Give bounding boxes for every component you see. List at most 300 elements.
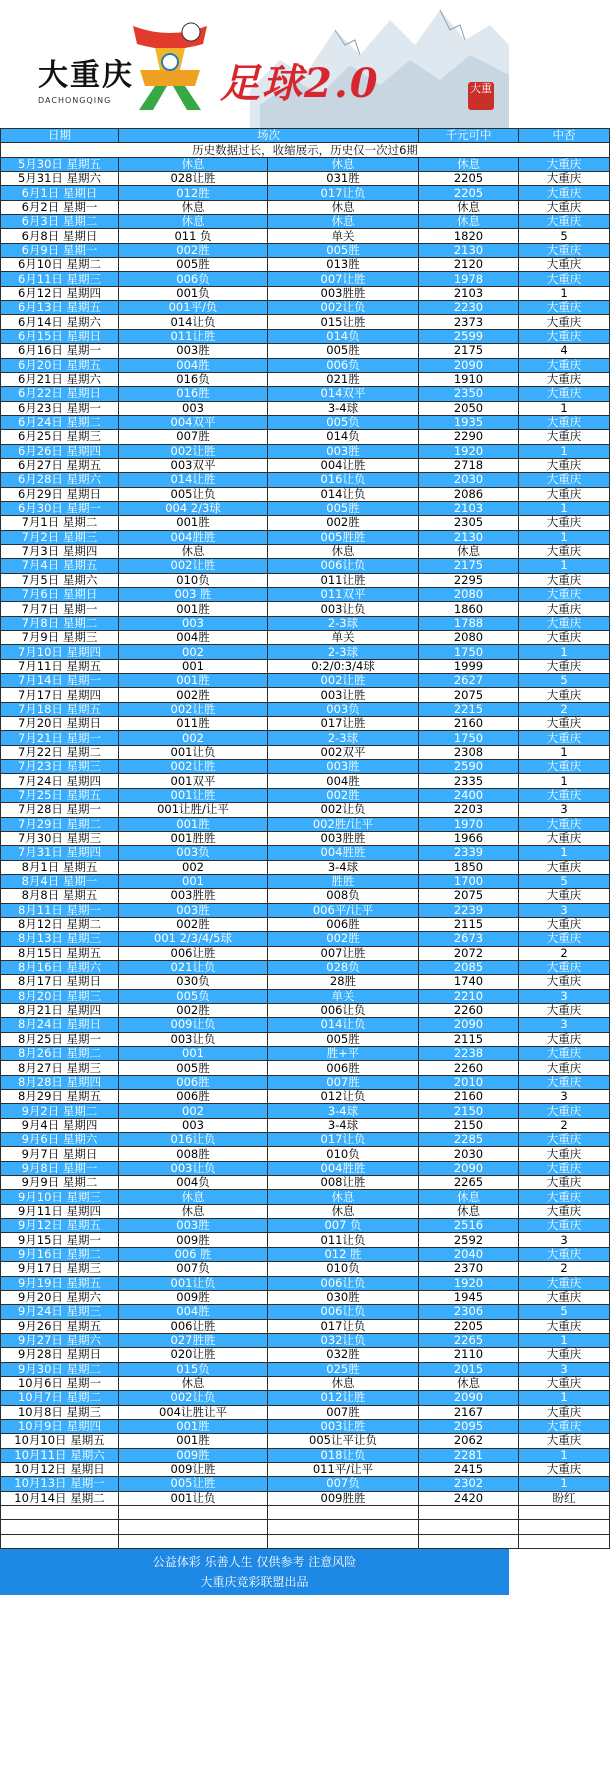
row-match-2: 002胜 [268, 788, 419, 802]
row-match-1: 011 负 [119, 229, 268, 243]
row-match-2: 007 负 [268, 1219, 419, 1233]
row-match-1: 004胜 [119, 1305, 268, 1319]
table-row [1, 157, 610, 171]
row-match-1: 002让胜 [119, 559, 268, 573]
row-payout: 2210 [419, 989, 519, 1003]
row-payout: 2080 [419, 631, 519, 645]
table-row [1, 1247, 610, 1261]
row-match-2: 单关 [268, 229, 419, 243]
table-row [1, 602, 610, 616]
table-row [1, 1262, 610, 1276]
row-date: 7月30日 星期三 [1, 831, 119, 845]
table-row [1, 430, 610, 444]
row-date: 10月11日 星期六 [1, 1448, 119, 1462]
row-result: 5 [519, 674, 610, 688]
row-match-2: 004胜胜 [268, 1161, 419, 1175]
row-payout: 2095 [419, 1419, 519, 1433]
row-date: 8月27日 星期三 [1, 1061, 119, 1075]
table-row [1, 544, 610, 558]
row-result: 大重庆 [519, 458, 610, 472]
row-result: 大重庆 [519, 1147, 610, 1161]
row-payout: 2085 [419, 960, 519, 974]
row-match-2: 017让胜 [268, 717, 419, 731]
row-result: 大重庆 [519, 917, 610, 931]
row-date: 6月29日 星期日 [1, 487, 119, 501]
row-result: 大重庆 [519, 329, 610, 343]
row-match-2: 004胜 [268, 774, 419, 788]
row-result: 大重庆 [519, 1176, 610, 1190]
row-match-1: 003让负 [119, 1032, 268, 1046]
table-row [1, 1003, 610, 1017]
row-result: 大重庆 [519, 889, 610, 903]
row-date: 6月26日 星期四 [1, 444, 119, 458]
row-match-2: 028负 [268, 960, 419, 974]
row-match-1: 003让负 [119, 1161, 268, 1175]
row-match-1: 016让负 [119, 1133, 268, 1147]
table-note: 历史数据过长，收缩展示，历史仅一次过6期 [1, 143, 610, 157]
row-payout: 2115 [419, 917, 519, 931]
row-match-2: 002让负 [268, 301, 419, 315]
row-result: 1 [519, 501, 610, 515]
row-date: 9月24日 星期三 [1, 1305, 119, 1319]
table-row [1, 301, 610, 315]
row-payout: 1740 [419, 975, 519, 989]
row-result: 大重庆 [519, 1376, 610, 1390]
row-match-1: 005让负 [119, 487, 268, 501]
row-payout: 2302 [419, 1477, 519, 1491]
row-payout: 2306 [419, 1305, 519, 1319]
row-payout: 2115 [419, 1032, 519, 1046]
row-result: 大重庆 [519, 1190, 610, 1204]
row-match-2: 007胜 [268, 1405, 419, 1419]
table-row [1, 172, 610, 186]
table-row [1, 200, 610, 214]
row-date: 10月10日 星期五 [1, 1434, 119, 1448]
row-payout: 2167 [419, 1405, 519, 1419]
table-row [1, 846, 610, 860]
row-result: 大重庆 [519, 1003, 610, 1017]
row-date: 8月28日 星期四 [1, 1075, 119, 1089]
table-row [1, 774, 610, 788]
row-date: 8月13日 星期三 [1, 932, 119, 946]
row-result: 5 [519, 229, 610, 243]
row-result: 大重庆 [519, 1319, 610, 1333]
row-result: 大重庆 [519, 387, 610, 401]
row-match-1: 004胜 [119, 358, 268, 372]
row-payout: 2516 [419, 1219, 519, 1233]
brand-name-en: DACHONGQING [38, 96, 112, 105]
row-date: 7月21日 星期一 [1, 731, 119, 745]
row-result: 3 [519, 803, 610, 817]
row-match-1: 001双平 [119, 774, 268, 788]
row-match-2: 013胜 [268, 258, 419, 272]
row-result: 1 [519, 401, 610, 415]
row-result: 3 [519, 1362, 610, 1376]
row-match-1: 004胜胜 [119, 530, 268, 544]
row-match-2: 014负 [268, 430, 419, 444]
table-row [1, 1462, 610, 1476]
row-match-2: 休息 [268, 157, 419, 171]
row-payout: 2010 [419, 1075, 519, 1089]
table-row [1, 1276, 610, 1290]
row-date: 6月10日 星期二 [1, 258, 119, 272]
row-payout: 2260 [419, 1061, 519, 1075]
row-payout: 2110 [419, 1348, 519, 1362]
row-match-1: 001胜 [119, 817, 268, 831]
row-date: 6月3日 星期二 [1, 215, 119, 229]
row-match-2: 014让负 [268, 1018, 419, 1032]
table-row [1, 458, 610, 472]
table-row [1, 501, 610, 515]
row-payout: 2370 [419, 1262, 519, 1276]
table-row [1, 1290, 610, 1304]
row-date: 9月30日 星期二 [1, 1362, 119, 1376]
row-match-1: 006胜 [119, 1075, 268, 1089]
row-match-1: 001胜胜 [119, 831, 268, 845]
row-payout: 休息 [419, 1204, 519, 1218]
row-match-2: 28胜 [268, 975, 419, 989]
row-match-1: 001 [119, 1047, 268, 1061]
row-match-1: 休息 [119, 544, 268, 558]
row-payout: 2120 [419, 258, 519, 272]
row-match-2: 2-3球 [268, 731, 419, 745]
row-result: 大重庆 [519, 1348, 610, 1362]
row-match-1: 003 [119, 1118, 268, 1132]
empty-cell [519, 1520, 610, 1534]
row-date: 6月8日 星期日 [1, 229, 119, 243]
table-row [1, 487, 610, 501]
row-result: 2 [519, 1118, 610, 1132]
row-match-2: 005负 [268, 415, 419, 429]
row-payout: 1966 [419, 831, 519, 845]
row-result: 大重庆 [519, 430, 610, 444]
empty-cell [419, 1520, 519, 1534]
table-row [1, 530, 610, 544]
row-match-1: 020让胜 [119, 1348, 268, 1362]
row-date: 9月16日 星期二 [1, 1247, 119, 1261]
row-match-1: 003负 [119, 846, 268, 860]
row-result: 大重庆 [519, 1133, 610, 1147]
row-match-2: 018让负 [268, 1448, 419, 1462]
table-row [1, 1032, 610, 1046]
row-match-1: 005负 [119, 989, 268, 1003]
row-result: 1 [519, 645, 610, 659]
row-match-2: 007让胜 [268, 946, 419, 960]
footer-slogan: 公益体彩 乐善人生 仅供参考 注意风险 [152, 1555, 357, 1570]
row-date: 6月24日 星期二 [1, 415, 119, 429]
row-result: 大重庆 [519, 272, 610, 286]
row-date: 7月1日 星期二 [1, 516, 119, 530]
row-match-2: 006胜 [268, 917, 419, 931]
row-match-2: 002胜/让平 [268, 817, 419, 831]
row-match-2: 003胜 [268, 444, 419, 458]
row-match-1: 001胜 [119, 602, 268, 616]
row-match-2: 005胜 [268, 344, 419, 358]
row-date: 6月1日 星期日 [1, 186, 119, 200]
row-match-2: 016让负 [268, 473, 419, 487]
row-date: 6月27日 星期五 [1, 458, 119, 472]
row-match-2: 2-3球 [268, 645, 419, 659]
row-date: 6月25日 星期三 [1, 430, 119, 444]
row-match-1: 休息 [119, 1190, 268, 1204]
row-result: 大重庆 [519, 358, 610, 372]
row-match-2: 3-4球 [268, 1118, 419, 1132]
row-date: 7月2日 星期三 [1, 530, 119, 544]
row-match-2: 005胜 [268, 243, 419, 257]
row-match-2: 胜胜 [268, 874, 419, 888]
row-date: 7月20日 星期日 [1, 717, 119, 731]
table-row [1, 473, 610, 487]
row-date: 7月24日 星期四 [1, 774, 119, 788]
row-payout: 休息 [419, 1376, 519, 1390]
header-payout: 千元可中 [419, 129, 519, 143]
row-match-2: 015让胜 [268, 315, 419, 329]
row-payout: 2130 [419, 243, 519, 257]
row-match-2: 002让胜 [268, 674, 419, 688]
table-row [1, 1176, 610, 1190]
row-payout: 1850 [419, 860, 519, 874]
row-date: 9月17日 星期三 [1, 1262, 119, 1276]
row-match-1: 015负 [119, 1362, 268, 1376]
row-result: 大重庆 [519, 172, 610, 186]
row-match-1: 003胜 [119, 1219, 268, 1233]
row-date: 6月15日 星期日 [1, 329, 119, 343]
row-match-2: 005胜 [268, 1032, 419, 1046]
row-date: 8月16日 星期六 [1, 960, 119, 974]
row-result: 盼红 [519, 1491, 610, 1505]
row-payout: 2075 [419, 688, 519, 702]
table-row [1, 1075, 610, 1089]
row-date: 8月12日 星期二 [1, 917, 119, 931]
row-result: 大重庆 [519, 573, 610, 587]
row-payout: 2335 [419, 774, 519, 788]
row-match-2: 030胜 [268, 1290, 419, 1304]
empty-row [1, 1520, 610, 1534]
row-match-1: 001负 [119, 286, 268, 300]
row-result: 大重庆 [519, 301, 610, 315]
row-match-1: 002 [119, 731, 268, 745]
seal-stamp [468, 82, 494, 110]
row-match-1: 004 2/3球 [119, 501, 268, 515]
row-match-1: 休息 [119, 1376, 268, 1390]
row-match-2: 005胜 [268, 501, 419, 515]
table-row [1, 860, 610, 874]
row-match-2: 002胜 [268, 516, 419, 530]
row-result: 大重庆 [519, 616, 610, 630]
row-result: 大重庆 [519, 932, 610, 946]
empty-cell [1, 1506, 119, 1520]
row-payout: 1920 [419, 1276, 519, 1290]
row-match-1: 001让胜 [119, 788, 268, 802]
table-row [1, 387, 610, 401]
row-result: 大重庆 [519, 688, 610, 702]
row-match-1: 016胜 [119, 387, 268, 401]
row-match-2: 003让负 [268, 602, 419, 616]
row-payout: 2130 [419, 530, 519, 544]
row-match-2: 007胜 [268, 1075, 419, 1089]
row-result: 大重庆 [519, 588, 610, 602]
row-match-2: 032胜 [268, 1348, 419, 1362]
row-date: 9月15日 星期一 [1, 1233, 119, 1247]
table-row [1, 1190, 610, 1204]
row-date: 6月20日 星期五 [1, 358, 119, 372]
row-match-2: 010负 [268, 1147, 419, 1161]
row-match-1: 005让胜 [119, 1477, 268, 1491]
row-match-1: 001让胜/让平 [119, 803, 268, 817]
table-row [1, 1061, 610, 1075]
row-result: 大重庆 [519, 760, 610, 774]
row-payout: 2238 [419, 1047, 519, 1061]
row-date: 7月11日 星期五 [1, 659, 119, 673]
row-date: 5月30日 星期五 [1, 157, 119, 171]
row-payout: 休息 [419, 1190, 519, 1204]
row-match-2: 3-4球 [268, 401, 419, 415]
row-date: 6月13日 星期五 [1, 301, 119, 315]
row-match-1: 002让胜 [119, 702, 268, 716]
row-date: 8月29日 星期五 [1, 1090, 119, 1104]
row-date: 10月7日 星期二 [1, 1391, 119, 1405]
row-result: 大重庆 [519, 473, 610, 487]
row-match-1: 002让胜 [119, 760, 268, 774]
table-row [1, 329, 610, 343]
row-result: 3 [519, 1233, 610, 1247]
table-row [1, 616, 610, 630]
row-match-1: 021让负 [119, 960, 268, 974]
row-match-1: 001 2/3/4/5球 [119, 932, 268, 946]
row-match-2: 011双平 [268, 588, 419, 602]
row-payout: 2030 [419, 473, 519, 487]
row-date: 7月9日 星期三 [1, 631, 119, 645]
header-result: 中否 [519, 129, 610, 143]
empty-row [1, 1506, 610, 1520]
row-date: 10月13日 星期一 [1, 1477, 119, 1491]
table-row [1, 315, 610, 329]
row-result: 3 [519, 903, 610, 917]
row-payout: 2080 [419, 588, 519, 602]
row-payout: 1860 [419, 602, 519, 616]
row-match-1: 010负 [119, 573, 268, 587]
empty-cell [268, 1534, 419, 1548]
row-date: 8月15日 星期五 [1, 946, 119, 960]
row-result: 大重庆 [519, 1247, 610, 1261]
table-row [1, 1018, 610, 1032]
row-date: 7月14日 星期一 [1, 674, 119, 688]
row-match-2: 010负 [268, 1262, 419, 1276]
row-match-2: 031胜 [268, 172, 419, 186]
row-match-1: 001胜 [119, 516, 268, 530]
row-match-2: 休息 [268, 1376, 419, 1390]
row-match-1: 014让胜 [119, 473, 268, 487]
table-row [1, 1090, 610, 1104]
row-date: 7月28日 星期一 [1, 803, 119, 817]
row-match-2: 006平/让平 [268, 903, 419, 917]
row-date: 8月25日 星期一 [1, 1032, 119, 1046]
table-row [1, 401, 610, 415]
empty-cell [519, 1534, 610, 1548]
row-match-1: 003 [119, 401, 268, 415]
table-row [1, 760, 610, 774]
table-row [1, 559, 610, 573]
row-result: 2 [519, 946, 610, 960]
row-match-1: 030负 [119, 975, 268, 989]
table-row [1, 415, 610, 429]
table-row [1, 946, 610, 960]
row-match-1: 009让负 [119, 1018, 268, 1032]
row-date: 7月6日 星期日 [1, 588, 119, 602]
row-match-2: 007负 [268, 1477, 419, 1491]
row-date: 7月5日 星期六 [1, 573, 119, 587]
row-match-2: 004让胜 [268, 458, 419, 472]
row-payout: 2203 [419, 803, 519, 817]
row-result: 大重庆 [519, 1204, 610, 1218]
table-row [1, 1477, 610, 1491]
row-payout: 2265 [419, 1176, 519, 1190]
table-row [1, 215, 610, 229]
row-result: 2 [519, 1262, 610, 1276]
row-date: 9月26日 星期五 [1, 1319, 119, 1333]
row-result: 2 [519, 702, 610, 716]
row-result: 大重庆 [519, 315, 610, 329]
row-result: 大重庆 [519, 186, 610, 200]
row-match-1: 003胜 [119, 344, 268, 358]
row-match-2: 胜+平 [268, 1047, 419, 1061]
row-result: 大重庆 [519, 831, 610, 845]
row-match-2: 008负 [268, 889, 419, 903]
row-result: 大重庆 [519, 1219, 610, 1233]
row-result: 大重庆 [519, 258, 610, 272]
row-payout: 2175 [419, 559, 519, 573]
header-matches: 场次 [119, 129, 419, 143]
row-date: 6月22日 星期日 [1, 387, 119, 401]
row-match-1: 006胜 [119, 1090, 268, 1104]
brand-logo [38, 50, 134, 105]
row-date: 9月19日 星期五 [1, 1276, 119, 1290]
row-payout: 2718 [419, 458, 519, 472]
row-match-2: 3-4球 [268, 1104, 419, 1118]
row-payout: 休息 [419, 200, 519, 214]
row-match-1: 005胜 [119, 1061, 268, 1075]
row-payout: 2599 [419, 329, 519, 343]
table-row [1, 717, 610, 731]
row-result: 大重庆 [519, 516, 610, 530]
row-payout: 2281 [419, 1448, 519, 1462]
row-match-1: 001让负 [119, 745, 268, 759]
row-match-1: 011胜 [119, 717, 268, 731]
row-date: 9月27日 星期六 [1, 1333, 119, 1347]
row-payout: 2062 [419, 1434, 519, 1448]
row-match-2: 单关 [268, 631, 419, 645]
row-payout: 2015 [419, 1362, 519, 1376]
table-note-row [1, 143, 610, 157]
row-match-1: 休息 [119, 157, 268, 171]
row-result: 大重庆 [519, 1061, 610, 1075]
row-match-1: 休息 [119, 200, 268, 214]
table-row [1, 1391, 610, 1405]
row-date: 9月12日 星期五 [1, 1219, 119, 1233]
table-row [1, 1348, 610, 1362]
empty-cell [419, 1506, 519, 1520]
row-date: 6月14日 星期六 [1, 315, 119, 329]
row-result: 大重庆 [519, 602, 610, 616]
row-payout: 2175 [419, 344, 519, 358]
row-match-1: 007负 [119, 1262, 268, 1276]
row-payout: 2627 [419, 674, 519, 688]
row-match-2: 011让负 [268, 1233, 419, 1247]
table-row [1, 1204, 610, 1218]
row-match-1: 002 [119, 860, 268, 874]
table-row [1, 1319, 610, 1333]
row-payout: 2075 [419, 889, 519, 903]
